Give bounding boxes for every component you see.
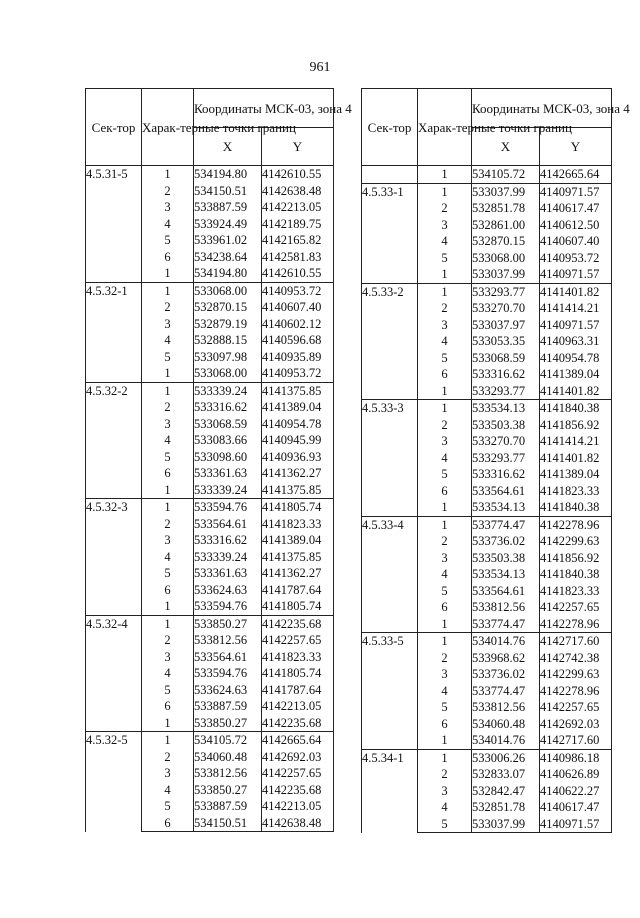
coordinates-table-left xyxy=(85,88,352,832)
x-cell: 534238.64 xyxy=(194,249,262,266)
point-cell: 6 xyxy=(142,465,194,482)
point-cell: 3 xyxy=(142,649,194,666)
header-x: X xyxy=(472,128,540,166)
x-cell: 533068.00 xyxy=(194,282,262,299)
sector-cell: 4.5.34-1 xyxy=(362,749,418,833)
y-cell: 4141389.04 xyxy=(540,466,612,483)
point-cell: 1 xyxy=(142,732,194,749)
point-cell: 4 xyxy=(418,333,472,350)
x-cell: 533270.70 xyxy=(472,433,540,450)
y-cell: 4141840.38 xyxy=(540,566,612,583)
table-row xyxy=(362,633,612,650)
x-cell: 533339.24 xyxy=(194,482,262,499)
sector-cell xyxy=(362,166,418,184)
y-cell: 4140971.57 xyxy=(540,266,612,283)
point-cell: 4 xyxy=(418,683,472,700)
y-cell: 4142213.05 xyxy=(262,798,334,815)
sector-cell: 4.5.31-5 xyxy=(86,166,142,283)
x-cell: 533887.59 xyxy=(194,698,262,715)
point-cell: 1 xyxy=(142,482,194,499)
table-row xyxy=(362,400,612,417)
x-cell: 533594.76 xyxy=(194,499,262,516)
header-points: Харак-терные точки границ xyxy=(418,89,472,166)
x-cell: 533037.99 xyxy=(472,266,540,283)
x-cell: 533083.66 xyxy=(194,432,262,449)
y-cell: 4142278.96 xyxy=(540,683,612,700)
y-cell: 4140945.99 xyxy=(262,432,334,449)
point-cell: 4 xyxy=(142,216,194,233)
y-cell: 4142665.64 xyxy=(540,166,612,184)
point-cell: 4 xyxy=(142,665,194,682)
x-cell: 533594.76 xyxy=(194,665,262,682)
point-cell: 5 xyxy=(142,349,194,366)
y-cell: 4142638.48 xyxy=(262,183,334,200)
y-cell: 4141840.38 xyxy=(540,400,612,417)
point-cell: 1 xyxy=(418,732,472,749)
x-cell: 533293.77 xyxy=(472,450,540,467)
point-cell: 3 xyxy=(142,532,194,549)
x-cell: 533594.76 xyxy=(194,598,262,615)
table-row xyxy=(362,749,612,766)
point-cell: 3 xyxy=(418,550,472,567)
y-cell: 4142299.63 xyxy=(540,666,612,683)
sector-cell: 4.5.32-3 xyxy=(86,499,142,616)
x-cell: 533564.61 xyxy=(194,649,262,666)
header-y: Y xyxy=(540,128,612,166)
x-cell: 533968.62 xyxy=(472,650,540,667)
y-cell: 4140953.72 xyxy=(262,282,334,299)
y-cell: 4140971.57 xyxy=(540,317,612,334)
x-cell: 533068.00 xyxy=(472,250,540,267)
x-cell: 533924.49 xyxy=(194,216,262,233)
point-cell: 5 xyxy=(142,232,194,249)
y-cell: 4141840.38 xyxy=(540,499,612,516)
table-row xyxy=(86,732,334,749)
x-cell: 534194.80 xyxy=(194,265,262,282)
y-cell: 4142189.75 xyxy=(262,216,334,233)
y-cell: 4142257.65 xyxy=(540,599,612,616)
point-cell: 4 xyxy=(418,799,472,816)
x-cell: 533774.47 xyxy=(472,616,540,633)
x-cell: 533293.77 xyxy=(472,283,540,300)
coordinates-table-right xyxy=(361,88,630,833)
y-cell: 4141823.33 xyxy=(540,583,612,600)
point-cell: 1 xyxy=(418,516,472,533)
x-cell: 533564.61 xyxy=(194,516,262,533)
point-cell: 1 xyxy=(418,183,472,200)
x-cell: 532861.00 xyxy=(472,217,540,234)
y-cell: 4142692.03 xyxy=(262,749,334,766)
point-cell: 4 xyxy=(142,332,194,349)
point-cell: 1 xyxy=(418,749,472,766)
y-cell: 4140607.40 xyxy=(540,233,612,250)
x-cell: 533316.62 xyxy=(472,466,540,483)
page-number: 961 xyxy=(309,60,331,75)
x-cell: 534194.80 xyxy=(194,166,262,183)
point-cell: 3 xyxy=(418,666,472,683)
point-cell: 5 xyxy=(142,798,194,815)
x-cell: 533812.56 xyxy=(194,765,262,782)
x-cell: 533534.13 xyxy=(472,499,540,516)
table-row xyxy=(362,183,612,200)
y-cell: 4140602.12 xyxy=(262,316,334,333)
table-body-left xyxy=(86,166,334,832)
x-cell: 534060.48 xyxy=(194,749,262,766)
point-cell: 5 xyxy=(418,699,472,716)
y-cell: 4141787.64 xyxy=(262,582,334,599)
point-cell: 6 xyxy=(418,599,472,616)
x-cell: 533339.24 xyxy=(194,382,262,399)
y-cell: 4142299.63 xyxy=(540,533,612,550)
y-cell: 4141787.64 xyxy=(262,682,334,699)
x-cell: 532833.07 xyxy=(472,766,540,783)
sector-cell: 4.5.32-5 xyxy=(86,732,142,832)
table-row xyxy=(362,283,612,300)
x-cell: 532851.78 xyxy=(472,799,540,816)
point-cell: 5 xyxy=(142,565,194,582)
y-cell: 4140963.31 xyxy=(540,333,612,350)
point-cell: 5 xyxy=(418,250,472,267)
point-cell: 5 xyxy=(142,449,194,466)
table-row xyxy=(86,166,334,183)
x-cell: 533097.98 xyxy=(194,349,262,366)
y-cell: 4142610.55 xyxy=(262,166,334,183)
x-cell: 533293.77 xyxy=(472,383,540,400)
point-cell: 1 xyxy=(418,400,472,417)
y-cell: 4141856.92 xyxy=(540,417,612,434)
x-cell: 534105.72 xyxy=(472,166,540,184)
y-cell: 4142717.60 xyxy=(540,633,612,650)
y-cell: 4142278.96 xyxy=(540,516,612,533)
point-cell: 1 xyxy=(142,365,194,382)
y-cell: 4140953.72 xyxy=(262,365,334,382)
x-cell: 533850.27 xyxy=(194,615,262,632)
x-cell: 533774.47 xyxy=(472,516,540,533)
sector-cell: 4.5.32-1 xyxy=(86,282,142,382)
x-cell: 532870.15 xyxy=(194,299,262,316)
x-cell: 534014.76 xyxy=(472,633,540,650)
y-cell: 4140617.47 xyxy=(540,200,612,217)
point-cell: 1 xyxy=(142,265,194,282)
sector-cell: 4.5.33-3 xyxy=(362,400,418,517)
table-row xyxy=(86,615,334,632)
header-coords: Координаты МСК-03, зона 4 xyxy=(472,89,612,128)
y-cell: 4142257.65 xyxy=(540,699,612,716)
point-cell: 6 xyxy=(418,716,472,733)
y-cell: 4140986.18 xyxy=(540,749,612,766)
y-cell: 4141823.33 xyxy=(540,483,612,500)
x-cell: 532842.47 xyxy=(472,783,540,800)
x-cell: 533361.63 xyxy=(194,565,262,582)
x-cell: 532870.15 xyxy=(472,233,540,250)
y-cell: 4142278.96 xyxy=(540,616,612,633)
y-cell: 4140607.40 xyxy=(262,299,334,316)
y-cell: 4140954.78 xyxy=(540,350,612,367)
y-cell: 4141362.27 xyxy=(262,565,334,582)
point-cell: 1 xyxy=(142,166,194,183)
point-cell: 4 xyxy=(142,782,194,799)
x-cell: 534014.76 xyxy=(472,732,540,749)
point-cell: 4 xyxy=(418,233,472,250)
y-cell: 4141823.33 xyxy=(262,516,334,533)
point-cell: 3 xyxy=(142,416,194,433)
x-cell: 533812.56 xyxy=(472,599,540,616)
x-cell: 533270.70 xyxy=(472,300,540,317)
sector-cell: 4.5.32-2 xyxy=(86,382,142,499)
table-row xyxy=(86,382,334,399)
point-cell: 5 xyxy=(418,816,472,833)
point-cell: 1 xyxy=(418,383,472,400)
table-body-right xyxy=(362,166,612,833)
x-cell: 533624.63 xyxy=(194,682,262,699)
table-row xyxy=(362,166,612,184)
x-cell: 533098.60 xyxy=(194,449,262,466)
y-cell: 4142257.65 xyxy=(262,765,334,782)
y-cell: 4142638.48 xyxy=(262,815,334,832)
point-cell: 3 xyxy=(142,765,194,782)
point-cell: 2 xyxy=(418,417,472,434)
y-cell: 4140612.50 xyxy=(540,217,612,234)
y-cell: 4142581.83 xyxy=(262,249,334,266)
y-cell: 4142610.55 xyxy=(262,265,334,282)
y-cell: 4141389.04 xyxy=(540,366,612,383)
point-cell: 2 xyxy=(142,749,194,766)
y-cell: 4141414.21 xyxy=(540,300,612,317)
point-cell: 3 xyxy=(418,783,472,800)
x-cell: 533316.62 xyxy=(194,399,262,416)
y-cell: 4141375.85 xyxy=(262,549,334,566)
x-cell: 533503.38 xyxy=(472,550,540,567)
point-cell: 5 xyxy=(418,466,472,483)
point-cell: 2 xyxy=(142,183,194,200)
point-cell: 1 xyxy=(142,615,194,632)
y-cell: 4141823.33 xyxy=(262,649,334,666)
x-cell: 534150.51 xyxy=(194,815,262,832)
point-cell: 2 xyxy=(418,200,472,217)
point-cell: 1 xyxy=(142,715,194,732)
point-cell: 5 xyxy=(418,583,472,600)
x-cell: 533624.63 xyxy=(194,582,262,599)
point-cell: 6 xyxy=(142,815,194,832)
point-cell: 1 xyxy=(418,499,472,516)
point-cell: 3 xyxy=(142,199,194,216)
y-cell: 4142665.64 xyxy=(262,732,334,749)
sector-cell: 4.5.33-4 xyxy=(362,516,418,633)
x-cell: 532879.19 xyxy=(194,316,262,333)
point-cell: 3 xyxy=(418,317,472,334)
point-cell: 1 xyxy=(142,382,194,399)
y-cell: 4140617.47 xyxy=(540,799,612,816)
point-cell: 4 xyxy=(418,566,472,583)
x-cell: 533887.59 xyxy=(194,199,262,216)
y-cell: 4141805.74 xyxy=(262,598,334,615)
point-cell: 6 xyxy=(418,483,472,500)
sector-cell: 4.5.33-2 xyxy=(362,283,418,400)
x-cell: 534105.72 xyxy=(194,732,262,749)
header-sector: Сек-тор xyxy=(362,89,418,166)
y-cell: 4141856.92 xyxy=(540,550,612,567)
y-cell: 4140626.89 xyxy=(540,766,612,783)
sector-cell: 4.5.33-1 xyxy=(362,183,418,283)
x-cell: 533316.62 xyxy=(472,366,540,383)
y-cell: 4142213.05 xyxy=(262,698,334,715)
table-row xyxy=(86,282,334,299)
y-cell: 4142165.82 xyxy=(262,232,334,249)
y-cell: 4140954.78 xyxy=(262,416,334,433)
y-cell: 4142257.65 xyxy=(262,632,334,649)
y-cell: 4141375.85 xyxy=(262,482,334,499)
point-cell: 6 xyxy=(142,249,194,266)
x-cell: 534150.51 xyxy=(194,183,262,200)
point-cell: 4 xyxy=(142,432,194,449)
y-cell: 4141389.04 xyxy=(262,532,334,549)
y-cell: 4142742.38 xyxy=(540,650,612,667)
x-cell: 533736.02 xyxy=(472,533,540,550)
x-cell: 533053.35 xyxy=(472,333,540,350)
point-cell: 5 xyxy=(418,350,472,367)
y-cell: 4142717.60 xyxy=(540,732,612,749)
x-cell: 533736.02 xyxy=(472,666,540,683)
y-cell: 4140971.57 xyxy=(540,816,612,833)
point-cell: 1 xyxy=(418,166,472,184)
x-cell: 534060.48 xyxy=(472,716,540,733)
sector-cell: 4.5.32-4 xyxy=(86,615,142,732)
sector-cell: 4.5.33-5 xyxy=(362,633,418,750)
point-cell: 1 xyxy=(418,633,472,650)
x-cell: 533850.27 xyxy=(194,782,262,799)
y-cell: 4140596.68 xyxy=(262,332,334,349)
point-cell: 2 xyxy=(418,300,472,317)
x-cell: 532888.15 xyxy=(194,332,262,349)
x-cell: 533812.56 xyxy=(472,699,540,716)
y-cell: 4142235.68 xyxy=(262,782,334,799)
y-cell: 4142692.03 xyxy=(540,716,612,733)
x-cell: 533037.99 xyxy=(472,816,540,833)
point-cell: 2 xyxy=(418,766,472,783)
y-cell: 4141375.85 xyxy=(262,382,334,399)
table-row xyxy=(86,499,334,516)
y-cell: 4140622.27 xyxy=(540,783,612,800)
x-cell: 533068.59 xyxy=(472,350,540,367)
header-points: Харак-терные точки границ xyxy=(142,89,194,166)
header-x: X xyxy=(194,128,262,166)
y-cell: 4142235.68 xyxy=(262,615,334,632)
x-cell: 533037.97 xyxy=(472,317,540,334)
point-cell: 2 xyxy=(142,299,194,316)
x-cell: 533887.59 xyxy=(194,798,262,815)
y-cell: 4140935.89 xyxy=(262,349,334,366)
x-cell: 533068.59 xyxy=(194,416,262,433)
point-cell: 6 xyxy=(142,582,194,599)
point-cell: 1 xyxy=(418,283,472,300)
x-cell: 533774.47 xyxy=(472,683,540,700)
x-cell: 533068.00 xyxy=(194,365,262,382)
point-cell: 4 xyxy=(142,549,194,566)
header-sector: Сек-тор xyxy=(86,89,142,166)
x-cell: 533006.26 xyxy=(472,749,540,766)
point-cell: 1 xyxy=(142,499,194,516)
point-cell: 2 xyxy=(418,650,472,667)
x-cell: 533850.27 xyxy=(194,715,262,732)
y-cell: 4141805.74 xyxy=(262,499,334,516)
y-cell: 4142213.05 xyxy=(262,199,334,216)
x-cell: 533534.13 xyxy=(472,566,540,583)
y-cell: 4141805.74 xyxy=(262,665,334,682)
point-cell: 1 xyxy=(142,282,194,299)
table-row xyxy=(362,516,612,533)
y-cell: 4141362.27 xyxy=(262,465,334,482)
y-cell: 4140953.72 xyxy=(540,250,612,267)
y-cell: 4141401.82 xyxy=(540,283,612,300)
point-cell: 1 xyxy=(418,616,472,633)
header-y: Y xyxy=(262,128,334,166)
y-cell: 4140936.93 xyxy=(262,449,334,466)
point-cell: 5 xyxy=(142,682,194,699)
point-cell: 2 xyxy=(418,533,472,550)
x-cell: 533339.24 xyxy=(194,549,262,566)
x-cell: 533503.38 xyxy=(472,417,540,434)
y-cell: 4141414.21 xyxy=(540,433,612,450)
x-cell: 533812.56 xyxy=(194,632,262,649)
x-cell: 533037.99 xyxy=(472,183,540,200)
point-cell: 1 xyxy=(142,598,194,615)
point-cell: 2 xyxy=(142,632,194,649)
x-cell: 533534.13 xyxy=(472,400,540,417)
point-cell: 6 xyxy=(418,366,472,383)
point-cell: 2 xyxy=(142,516,194,533)
x-cell: 533564.61 xyxy=(472,483,540,500)
point-cell: 3 xyxy=(142,316,194,333)
point-cell: 2 xyxy=(142,399,194,416)
point-cell: 3 xyxy=(418,217,472,234)
x-cell: 533564.61 xyxy=(472,583,540,600)
header-coords: Координаты МСК-03, зона 4 xyxy=(194,89,334,128)
x-cell: 533361.63 xyxy=(194,465,262,482)
x-cell: 533961.02 xyxy=(194,232,262,249)
y-cell: 4142235.68 xyxy=(262,715,334,732)
y-cell: 4141401.82 xyxy=(540,450,612,467)
y-cell: 4140971.57 xyxy=(540,183,612,200)
point-cell: 3 xyxy=(418,433,472,450)
x-cell: 533316.62 xyxy=(194,532,262,549)
y-cell: 4141389.04 xyxy=(262,399,334,416)
y-cell: 4141401.82 xyxy=(540,383,612,400)
x-cell: 532851.78 xyxy=(472,200,540,217)
point-cell: 4 xyxy=(418,450,472,467)
point-cell: 1 xyxy=(418,266,472,283)
point-cell: 6 xyxy=(142,698,194,715)
